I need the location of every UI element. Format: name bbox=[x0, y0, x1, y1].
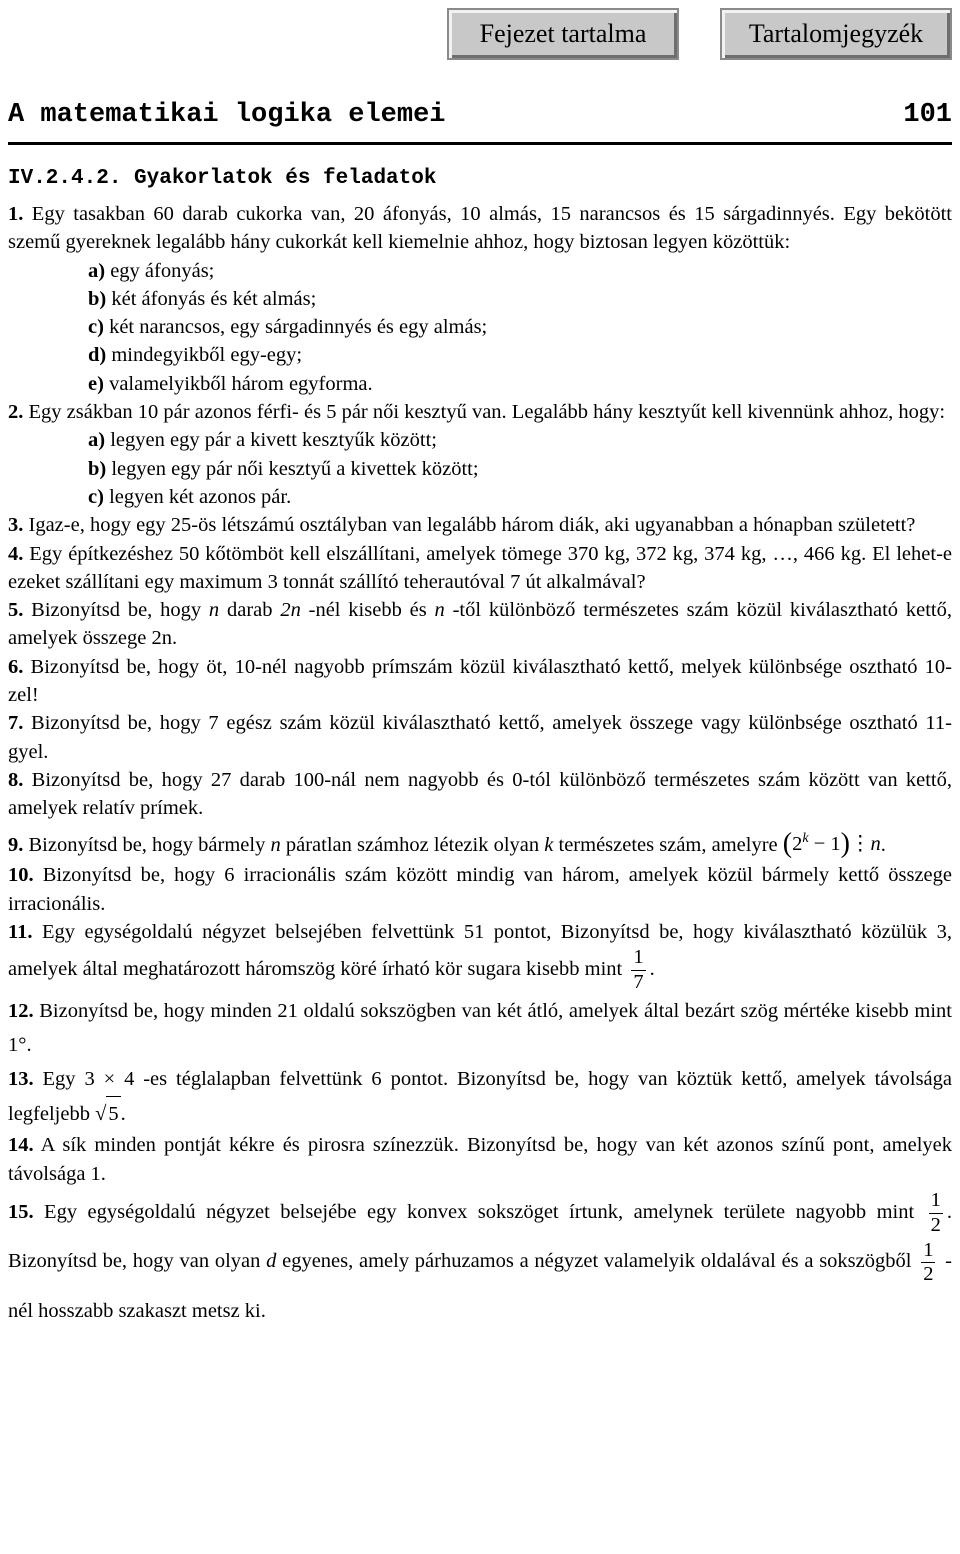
exercise-3: 3. Igaz-e, hogy egy 25-ös létszámú osztályban van legalább három diák, aki ugyanabban a hónapban született? bbox=[8, 514, 916, 537]
exercise-text: Egy tasakban 60 darab cukorka van, 20 áfonyás, 10 almás, 15 narancsos és 15 sárgadinnyés. Egy bekötött szemű gyereknek legalább hány cukorkát kell kiemelnie ahhoz, hogy biztosan legyen közöttük: bbox=[8, 203, 952, 254]
exercise-4: 4. Egy építkezéshez 50 kőtömböt kell elszállítani, amelyek tömege 370 kg, 372 kg, 374 kg, …, 466 kg. El lehet-e ezeket szállítani egy maximum 3 tonnát szállító teherautóval 7 út alkalmával? bbox=[8, 542, 952, 593]
list-item: b) két áfonyás és két almás; bbox=[88, 287, 317, 310]
list-item: d) mindegyikből egy-egy; bbox=[88, 344, 303, 367]
exercise-number: 1. bbox=[8, 203, 24, 225]
exercise-13: 13. Egy 3 × 4 -es téglalapban felvettünk 6 pontot. Bizonyítsd be, hogy van köztük kettő, amelyek távolsága legfeljebb √5. bbox=[8, 1062, 952, 1131]
exercise-6: 6. Bizonyítsd be, hogy öt, 10-nél nagyobb prímszám közül kiválasztható kettő, melyek különbsége osztható 10-zel! bbox=[8, 655, 952, 707]
exercise-10: 10. Bizonyítsd be, hogy 6 irracionális szám között mindig van három, amelyek közül bármely kettő összege irracionális. bbox=[8, 864, 952, 915]
exercise-2: 2. Egy zsákban 10 pár azonos férfi- és 5 pár női kesztyű van. Legalább hány kesztyűt kell kivennünk ahhoz, hogy: bbox=[8, 401, 946, 424]
exercise-12: 12. Bizonyítsd be, hogy minden 21 oldalú sokszögben van két átló, amelyek által bezárt szög mértéke kisebb mint 1°. bbox=[8, 1000, 952, 1057]
exercise-11: 11. Egy egységoldalú négyzet belsejében felvettünk 51 pontot, Bizonyítsd be, hogy kiválasztható közülük 3, amelyek által meghatározott háromszög köré írható kör sugara kisebb mint $\frac{1}{7}$ . bbox=[8, 920, 952, 993]
list-item: c) legyen két azonos pár. bbox=[88, 485, 292, 508]
chapter-contents-button[interactable]: Fejezet tartalma bbox=[447, 8, 679, 60]
exercise-15: 15. Egy egységoldalú négyzet belsejébe egy konvex sokszöget írtunk, amelynek területe nagyobb mint $\frac{1}{2}$ . Bizonyítsd be, hogy van olyan d egyenes, amely párhuzamos a négyzet valamelyik oldalával és a sokszögből $\frac{1}{2}$ -nél hosszabb szakaszt metsz ki. bbox=[8, 1189, 952, 1322]
list-item: a) legyen egy pár a kivett kesztyűk között; bbox=[88, 429, 437, 452]
header-rule bbox=[8, 142, 952, 145]
table-of-contents-button[interactable]: Tartalomjegyzék bbox=[720, 8, 952, 60]
exercise-list bbox=[8, 200, 952, 1335]
page-header bbox=[8, 100, 952, 140]
list-item: b) legyen egy pár női kesztyű a kivettek között; bbox=[88, 457, 479, 480]
section-title: IV.2.4.2. Gyakorlatok és feladatok bbox=[8, 167, 437, 190]
page-title: A matematikai logika elemei bbox=[8, 100, 446, 130]
exercise-1 bbox=[8, 200, 952, 257]
exercise-7: 7. Bizonyítsd be, hogy 7 egész szám közül kiválasztható kettő, amelyek összege vagy különbsége osztható 11-gyel. bbox=[8, 712, 952, 763]
fraction: $\frac{1}{2}$ bbox=[923, 1238, 934, 1286]
list-item: e) valamelyikből három egyforma. bbox=[88, 372, 373, 395]
math-expression: ($2^k$ − 1)⋮n bbox=[782, 828, 881, 860]
sqrt-expression: √5 bbox=[95, 1103, 121, 1125]
exercise-8: 8. Bizonyítsd be, hogy 27 darab 100-nál nem nagyobb és 0-tól különböző természetes szám között van kettő, amelyek relatív prímek. bbox=[8, 768, 952, 820]
fraction: $\frac{1}{7}$ bbox=[633, 946, 644, 993]
page-number: 101 bbox=[903, 100, 952, 130]
list-item: c) két narancsos, egy sárgadinnyés és egy almás; bbox=[88, 316, 488, 339]
exercise-5: 5. Bizonyítsd be, hogy n darab 2n -nél kisebb és n -től különböző természetes szám közül kiválasztható kettő, amelyek összege 2n. bbox=[8, 599, 952, 650]
exercise-14: 14. A sík minden pontját kékre és pirosra színezzük. Bizonyítsd be, hogy van két azonos színű pont, amelyek távolsága 1. bbox=[8, 1134, 952, 1185]
fraction: $\frac{1}{2}$ bbox=[930, 1189, 941, 1236]
exercise-9: 9. Bizonyítsd be, hogy bármely n páratlan számhoz létezik olyan k természetes szám, amelyre ($2^k$ − 1)⋮n. bbox=[8, 828, 886, 860]
list-item: a) egy áfonyás; bbox=[88, 259, 215, 282]
